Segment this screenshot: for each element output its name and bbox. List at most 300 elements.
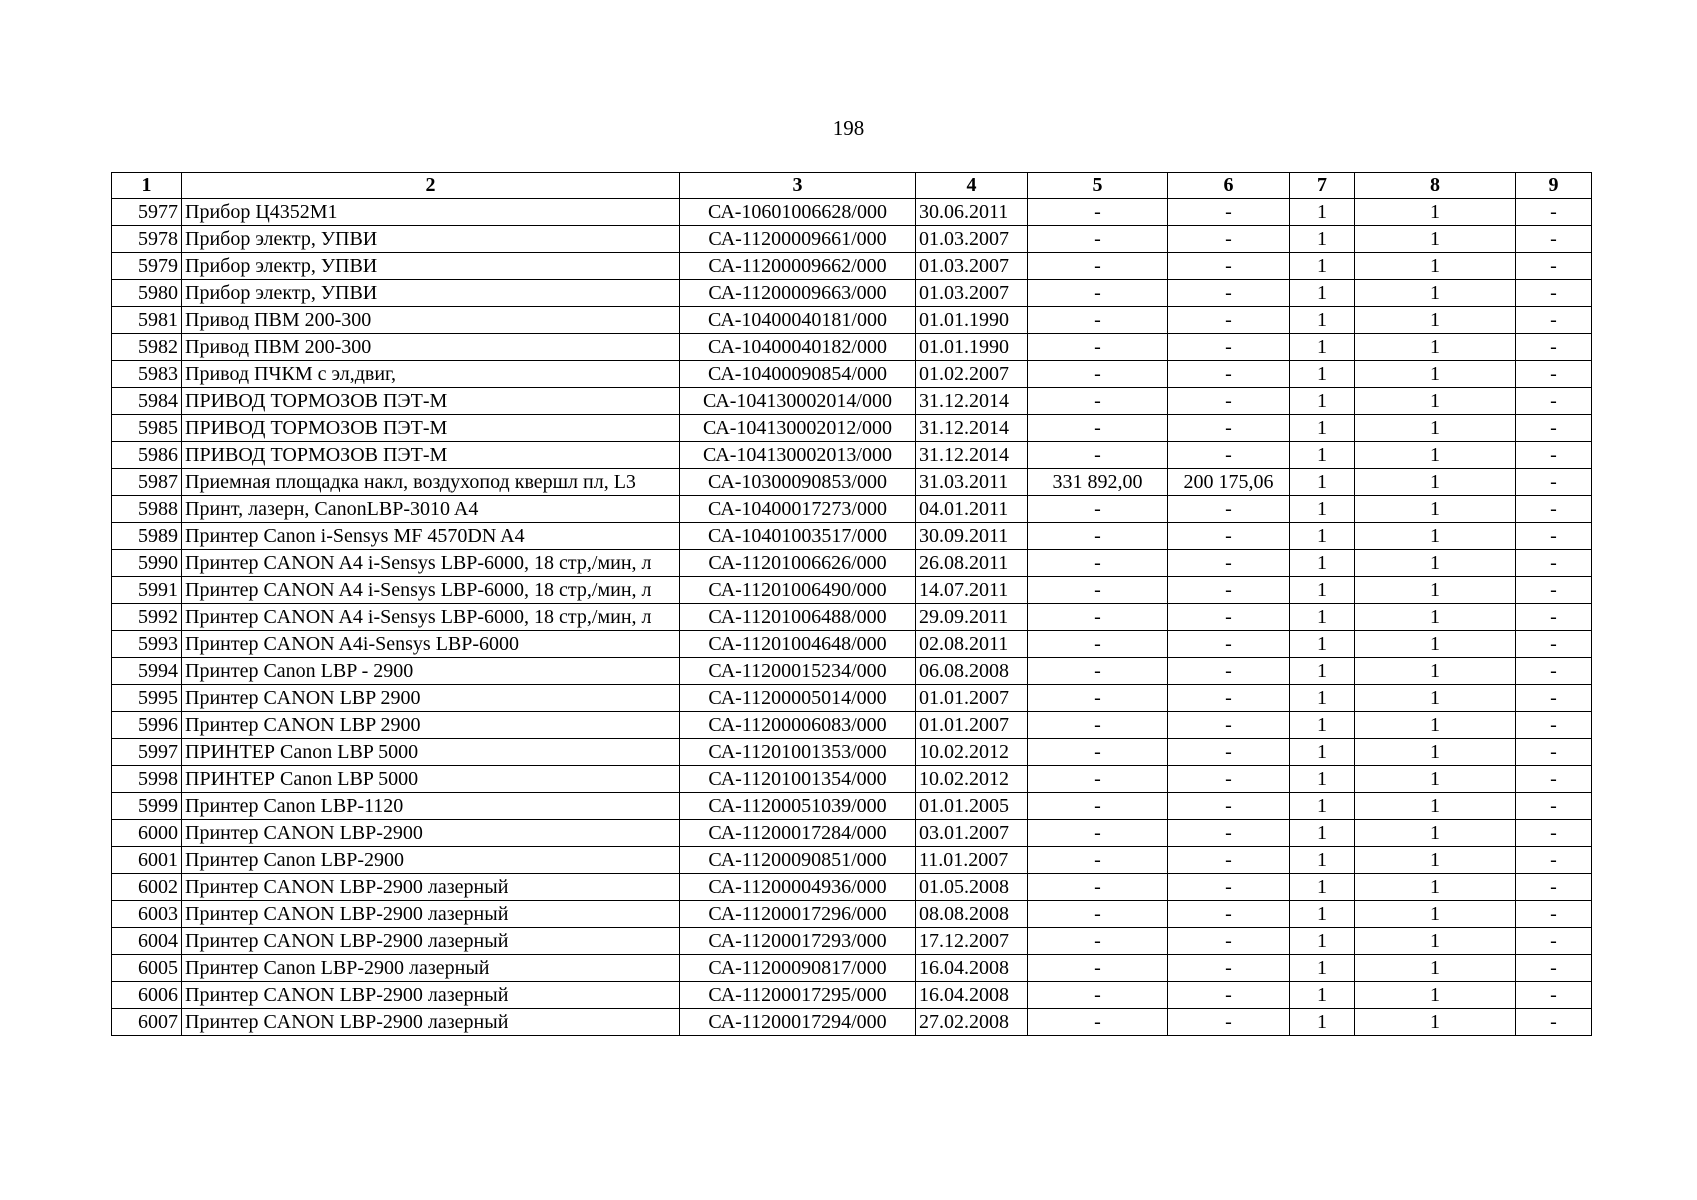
column-header: 1 <box>112 173 182 199</box>
row-number-cell: 5997 <box>112 739 182 766</box>
col7-cell: 1 <box>1290 253 1355 280</box>
col7-cell: 1 <box>1290 334 1355 361</box>
item-name-cell: Прибор электр, УПВИ <box>182 226 680 253</box>
item-name-cell: Принтер CANON LBP-2900 лазерный <box>182 928 680 955</box>
item-name-cell: Принтер CANON LBP-2900 лазерный <box>182 874 680 901</box>
column-header: 9 <box>1516 173 1592 199</box>
col9-cell: - <box>1516 199 1592 226</box>
col6-cell: - <box>1168 388 1290 415</box>
inventory-code-cell: СА-11201001353/000 <box>680 739 916 766</box>
col7-cell: 1 <box>1290 442 1355 469</box>
col6-cell: - <box>1168 496 1290 523</box>
col8-cell: 1 <box>1355 523 1516 550</box>
col5-cell: - <box>1028 577 1168 604</box>
column-header: 2 <box>182 173 680 199</box>
col6-cell: - <box>1168 928 1290 955</box>
col8-cell: 1 <box>1355 442 1516 469</box>
col9-cell: - <box>1516 820 1592 847</box>
item-name-cell: Прибор Ц4352М1 <box>182 199 680 226</box>
col6-cell: - <box>1168 631 1290 658</box>
row-number-cell: 5989 <box>112 523 182 550</box>
table-row <box>112 280 1592 307</box>
col7-cell: 1 <box>1290 766 1355 793</box>
date-cell: 02.08.2011 <box>916 631 1028 658</box>
col9-cell: - <box>1516 739 1592 766</box>
table-row <box>112 388 1592 415</box>
col5-cell: - <box>1028 874 1168 901</box>
item-name-cell: Привод ПЧКМ с эл,двиг, <box>182 361 680 388</box>
row-number-cell: 5995 <box>112 685 182 712</box>
col9-cell: - <box>1516 253 1592 280</box>
col8-cell: 1 <box>1355 469 1516 496</box>
col8-cell: 1 <box>1355 550 1516 577</box>
date-cell: 01.03.2007 <box>916 226 1028 253</box>
item-name-cell: Принтер CANON LBP-2900 лазерный <box>182 1009 680 1036</box>
col9-cell: - <box>1516 658 1592 685</box>
col8-cell: 1 <box>1355 577 1516 604</box>
item-name-cell: Принтер CANON LBP-2900 <box>182 820 680 847</box>
row-number-cell: 6004 <box>112 928 182 955</box>
col8-cell: 1 <box>1355 334 1516 361</box>
col8-cell: 1 <box>1355 361 1516 388</box>
row-number-cell: 5987 <box>112 469 182 496</box>
col8-cell: 1 <box>1355 307 1516 334</box>
table-row <box>112 1009 1592 1036</box>
table-row <box>112 847 1592 874</box>
col9-cell: - <box>1516 874 1592 901</box>
row-number-cell: 6006 <box>112 982 182 1009</box>
col6-cell: - <box>1168 766 1290 793</box>
col6-cell: - <box>1168 820 1290 847</box>
col9-cell: - <box>1516 901 1592 928</box>
table-row <box>112 496 1592 523</box>
item-name-cell: Принтер CANON A4 i-Sensys LBP-6000, 18 стр,/мин, л <box>182 604 680 631</box>
item-name-cell: ПРИНТЕР Canon LBP 5000 <box>182 766 680 793</box>
col6-cell: - <box>1168 199 1290 226</box>
date-cell: 26.08.2011 <box>916 550 1028 577</box>
col9-cell: - <box>1516 307 1592 334</box>
col6-cell: - <box>1168 739 1290 766</box>
col7-cell: 1 <box>1290 388 1355 415</box>
row-number-cell: 5991 <box>112 577 182 604</box>
item-name-cell: Прибор электр, УПВИ <box>182 280 680 307</box>
col8-cell: 1 <box>1355 766 1516 793</box>
col9-cell: - <box>1516 442 1592 469</box>
table-row <box>112 361 1592 388</box>
col6-cell: - <box>1168 901 1290 928</box>
row-number-cell: 6002 <box>112 874 182 901</box>
inventory-code-cell: СА-11200017284/000 <box>680 820 916 847</box>
date-cell: 01.02.2007 <box>916 361 1028 388</box>
inventory-code-cell: СА-11201006488/000 <box>680 604 916 631</box>
col7-cell: 1 <box>1290 550 1355 577</box>
col8-cell: 1 <box>1355 874 1516 901</box>
row-number-cell: 5984 <box>112 388 182 415</box>
table-row <box>112 685 1592 712</box>
inventory-code-cell: СА-11200005014/000 <box>680 685 916 712</box>
item-name-cell: Привод ПВМ 200-300 <box>182 307 680 334</box>
col7-cell: 1 <box>1290 523 1355 550</box>
col8-cell: 1 <box>1355 280 1516 307</box>
table-row <box>112 874 1592 901</box>
col7-cell: 1 <box>1290 577 1355 604</box>
inventory-code-cell: СА-11201006626/000 <box>680 550 916 577</box>
col7-cell: 1 <box>1290 604 1355 631</box>
col7-cell: 1 <box>1290 955 1355 982</box>
table-row <box>112 523 1592 550</box>
col5-cell: - <box>1028 847 1168 874</box>
col7-cell: 1 <box>1290 793 1355 820</box>
date-cell: 01.01.1990 <box>916 307 1028 334</box>
row-number-cell: 6005 <box>112 955 182 982</box>
col9-cell: - <box>1516 361 1592 388</box>
item-name-cell: Принтер Canon i-Sensys MF 4570DN A4 <box>182 523 680 550</box>
col9-cell: - <box>1516 955 1592 982</box>
col9-cell: - <box>1516 388 1592 415</box>
inventory-code-cell: СА-11200009662/000 <box>680 253 916 280</box>
col9-cell: - <box>1516 928 1592 955</box>
table-row <box>112 415 1592 442</box>
item-name-cell: Принтер Canon LBP-1120 <box>182 793 680 820</box>
col5-cell: - <box>1028 955 1168 982</box>
col7-cell: 1 <box>1290 631 1355 658</box>
table-row <box>112 577 1592 604</box>
inventory-code-cell: СА-11201001354/000 <box>680 766 916 793</box>
col8-cell: 1 <box>1355 496 1516 523</box>
col6-cell: - <box>1168 442 1290 469</box>
date-cell: 10.02.2012 <box>916 766 1028 793</box>
inventory-code-cell: СА-11200017294/000 <box>680 1009 916 1036</box>
table-row <box>112 604 1592 631</box>
date-cell: 01.01.2005 <box>916 793 1028 820</box>
date-cell: 06.08.2008 <box>916 658 1028 685</box>
col8-cell: 1 <box>1355 1009 1516 1036</box>
col8-cell: 1 <box>1355 199 1516 226</box>
item-name-cell: Привод ПВМ 200-300 <box>182 334 680 361</box>
col6-cell: - <box>1168 523 1290 550</box>
col5-cell: - <box>1028 928 1168 955</box>
col5-cell: - <box>1028 739 1168 766</box>
col6-cell: - <box>1168 226 1290 253</box>
table-row <box>112 982 1592 1009</box>
col5-cell: - <box>1028 334 1168 361</box>
col9-cell: - <box>1516 982 1592 1009</box>
col8-cell: 1 <box>1355 712 1516 739</box>
col5-cell: - <box>1028 820 1168 847</box>
item-name-cell: Принтер Canon LBP-2900 <box>182 847 680 874</box>
date-cell: 17.12.2007 <box>916 928 1028 955</box>
inventory-code-cell: СА-104130002012/000 <box>680 415 916 442</box>
table-header-row <box>112 173 1592 199</box>
date-cell: 30.09.2011 <box>916 523 1028 550</box>
col7-cell: 1 <box>1290 712 1355 739</box>
col9-cell: - <box>1516 604 1592 631</box>
col5-cell: - <box>1028 793 1168 820</box>
col7-cell: 1 <box>1290 874 1355 901</box>
col5-cell: - <box>1028 631 1168 658</box>
date-cell: 10.02.2012 <box>916 739 1028 766</box>
column-header: 7 <box>1290 173 1355 199</box>
col7-cell: 1 <box>1290 901 1355 928</box>
col6-cell: - <box>1168 982 1290 1009</box>
col6-cell: - <box>1168 253 1290 280</box>
row-number-cell: 6007 <box>112 1009 182 1036</box>
col6-cell: - <box>1168 793 1290 820</box>
table-row <box>112 226 1592 253</box>
col5-cell: - <box>1028 766 1168 793</box>
col9-cell: - <box>1516 685 1592 712</box>
inventory-code-cell: СА-10300090853/000 <box>680 469 916 496</box>
item-name-cell: Принт, лазерн, CanonLBP-3010 A4 <box>182 496 680 523</box>
row-number-cell: 6003 <box>112 901 182 928</box>
col6-cell: - <box>1168 847 1290 874</box>
table-row <box>112 442 1592 469</box>
table-row <box>112 469 1592 496</box>
inventory-code-cell: СА-10400040182/000 <box>680 334 916 361</box>
table-row <box>112 658 1592 685</box>
date-cell: 31.03.2011 <box>916 469 1028 496</box>
row-number-cell: 5985 <box>112 415 182 442</box>
col5-cell: - <box>1028 307 1168 334</box>
inventory-table <box>111 172 1592 1036</box>
col6-cell: - <box>1168 874 1290 901</box>
inventory-code-cell: СА-104130002013/000 <box>680 442 916 469</box>
col6-cell: - <box>1168 550 1290 577</box>
col9-cell: - <box>1516 523 1592 550</box>
col8-cell: 1 <box>1355 658 1516 685</box>
inventory-code-cell: СА-10401003517/000 <box>680 523 916 550</box>
date-cell: 31.12.2014 <box>916 388 1028 415</box>
col5-cell: - <box>1028 442 1168 469</box>
col7-cell: 1 <box>1290 928 1355 955</box>
table-row <box>112 766 1592 793</box>
row-number-cell: 5983 <box>112 361 182 388</box>
col9-cell: - <box>1516 577 1592 604</box>
date-cell: 01.01.2007 <box>916 712 1028 739</box>
row-number-cell: 5982 <box>112 334 182 361</box>
col7-cell: 1 <box>1290 739 1355 766</box>
col9-cell: - <box>1516 550 1592 577</box>
inventory-code-cell: СА-11201004648/000 <box>680 631 916 658</box>
col5-cell: - <box>1028 523 1168 550</box>
date-cell: 11.01.2007 <box>916 847 1028 874</box>
table-row <box>112 739 1592 766</box>
item-name-cell: Принтер CANON A4 i-Sensys LBP-6000, 18 стр,/мин, л <box>182 577 680 604</box>
col6-cell: - <box>1168 685 1290 712</box>
item-name-cell: ПРИВОД ТОРМОЗОВ ПЭТ-М <box>182 415 680 442</box>
inventory-code-cell: СА-11200017293/000 <box>680 928 916 955</box>
col9-cell: - <box>1516 712 1592 739</box>
table-row <box>112 901 1592 928</box>
item-name-cell: Принтер Canon LBP - 2900 <box>182 658 680 685</box>
date-cell: 01.03.2007 <box>916 253 1028 280</box>
date-cell: 30.06.2011 <box>916 199 1028 226</box>
col7-cell: 1 <box>1290 1009 1355 1036</box>
table-row <box>112 199 1592 226</box>
row-number-cell: 5979 <box>112 253 182 280</box>
table-row <box>112 550 1592 577</box>
col5-cell: - <box>1028 550 1168 577</box>
row-number-cell: 5999 <box>112 793 182 820</box>
table-row <box>112 253 1592 280</box>
col5-cell: - <box>1028 604 1168 631</box>
inventory-code-cell: СА-11200051039/000 <box>680 793 916 820</box>
col7-cell: 1 <box>1290 658 1355 685</box>
col9-cell: - <box>1516 415 1592 442</box>
item-name-cell: Принтер CANON A4i-Sensys LBP-6000 <box>182 631 680 658</box>
col5-cell: - <box>1028 280 1168 307</box>
col9-cell: - <box>1516 334 1592 361</box>
item-name-cell: ПРИВОД ТОРМОЗОВ ПЭТ-М <box>182 442 680 469</box>
inventory-code-cell: СА-11200015234/000 <box>680 658 916 685</box>
date-cell: 31.12.2014 <box>916 442 1028 469</box>
col5-cell: - <box>1028 901 1168 928</box>
column-header: 3 <box>680 173 916 199</box>
row-number-cell: 5986 <box>112 442 182 469</box>
item-name-cell: Принтер CANON LBP-2900 лазерный <box>182 901 680 928</box>
col8-cell: 1 <box>1355 604 1516 631</box>
row-number-cell: 5998 <box>112 766 182 793</box>
col5-cell: - <box>1028 253 1168 280</box>
row-number-cell: 5988 <box>112 496 182 523</box>
item-name-cell: ПРИНТЕР Canon LBP 5000 <box>182 739 680 766</box>
col6-cell: - <box>1168 334 1290 361</box>
table-row <box>112 334 1592 361</box>
inventory-code-cell: СА-11200009663/000 <box>680 280 916 307</box>
date-cell: 14.07.2011 <box>916 577 1028 604</box>
table-row <box>112 307 1592 334</box>
col5-cell: - <box>1028 1009 1168 1036</box>
date-cell: 01.01.2007 <box>916 685 1028 712</box>
inventory-code-cell: СА-11201006490/000 <box>680 577 916 604</box>
col7-cell: 1 <box>1290 226 1355 253</box>
column-header: 5 <box>1028 173 1168 199</box>
inventory-code-cell: СА-10400017273/000 <box>680 496 916 523</box>
date-cell: 16.04.2008 <box>916 955 1028 982</box>
col6-cell: - <box>1168 712 1290 739</box>
date-cell: 29.09.2011 <box>916 604 1028 631</box>
row-number-cell: 5992 <box>112 604 182 631</box>
item-name-cell: Принтер Canon LBP-2900 лазерный <box>182 955 680 982</box>
item-name-cell: Принтер CANON LBP 2900 <box>182 712 680 739</box>
row-number-cell: 6001 <box>112 847 182 874</box>
inventory-code-cell: СА-11200090817/000 <box>680 955 916 982</box>
col8-cell: 1 <box>1355 388 1516 415</box>
col8-cell: 1 <box>1355 928 1516 955</box>
inventory-code-cell: СА-11200009661/000 <box>680 226 916 253</box>
inventory-code-cell: СА-10400090854/000 <box>680 361 916 388</box>
row-number-cell: 5977 <box>112 199 182 226</box>
date-cell: 31.12.2014 <box>916 415 1028 442</box>
col9-cell: - <box>1516 280 1592 307</box>
col6-cell: - <box>1168 604 1290 631</box>
table-row <box>112 928 1592 955</box>
col8-cell: 1 <box>1355 820 1516 847</box>
col8-cell: 1 <box>1355 955 1516 982</box>
date-cell: 01.03.2007 <box>916 280 1028 307</box>
col7-cell: 1 <box>1290 982 1355 1009</box>
col7-cell: 1 <box>1290 685 1355 712</box>
col8-cell: 1 <box>1355 739 1516 766</box>
date-cell: 08.08.2008 <box>916 901 1028 928</box>
table-row <box>112 793 1592 820</box>
date-cell: 01.05.2008 <box>916 874 1028 901</box>
inventory-code-cell: СА-104130002014/000 <box>680 388 916 415</box>
col9-cell: - <box>1516 793 1592 820</box>
col5-cell: - <box>1028 361 1168 388</box>
col7-cell: 1 <box>1290 361 1355 388</box>
col8-cell: 1 <box>1355 685 1516 712</box>
col7-cell: 1 <box>1290 199 1355 226</box>
row-number-cell: 5981 <box>112 307 182 334</box>
table-body <box>112 199 1592 1036</box>
col5-cell: - <box>1028 415 1168 442</box>
column-header: 8 <box>1355 173 1516 199</box>
col5-cell: - <box>1028 496 1168 523</box>
col7-cell: 1 <box>1290 496 1355 523</box>
col5-cell: 331 892,00 <box>1028 469 1168 496</box>
col6-cell: - <box>1168 361 1290 388</box>
col9-cell: - <box>1516 469 1592 496</box>
inventory-code-cell: СА-11200017295/000 <box>680 982 916 1009</box>
col8-cell: 1 <box>1355 982 1516 1009</box>
col6-cell: - <box>1168 280 1290 307</box>
inventory-code-cell: СА-11200090851/000 <box>680 847 916 874</box>
col9-cell: - <box>1516 847 1592 874</box>
item-name-cell: Прибор электр, УПВИ <box>182 253 680 280</box>
date-cell: 16.04.2008 <box>916 982 1028 1009</box>
col6-cell: - <box>1168 658 1290 685</box>
col5-cell: - <box>1028 982 1168 1009</box>
col6-cell: - <box>1168 955 1290 982</box>
col8-cell: 1 <box>1355 631 1516 658</box>
col9-cell: - <box>1516 1009 1592 1036</box>
col6-cell: 200 175,06 <box>1168 469 1290 496</box>
col5-cell: - <box>1028 685 1168 712</box>
row-number-cell: 5993 <box>112 631 182 658</box>
date-cell: 03.01.2007 <box>916 820 1028 847</box>
col7-cell: 1 <box>1290 280 1355 307</box>
col8-cell: 1 <box>1355 847 1516 874</box>
col6-cell: - <box>1168 415 1290 442</box>
inventory-code-cell: СА-11200004936/000 <box>680 874 916 901</box>
col9-cell: - <box>1516 766 1592 793</box>
item-name-cell: Принтер CANON LBP-2900 лазерный <box>182 982 680 1009</box>
col6-cell: - <box>1168 307 1290 334</box>
col8-cell: 1 <box>1355 253 1516 280</box>
table-row <box>112 955 1592 982</box>
row-number-cell: 5994 <box>112 658 182 685</box>
item-name-cell: Принтер CANON A4 i-Sensys LBP-6000, 18 стр,/мин, л <box>182 550 680 577</box>
page-number: 198 <box>832 116 865 140</box>
item-name-cell: Принтер CANON LBP 2900 <box>182 685 680 712</box>
col7-cell: 1 <box>1290 415 1355 442</box>
column-header: 4 <box>916 173 1028 199</box>
col8-cell: 1 <box>1355 415 1516 442</box>
col7-cell: 1 <box>1290 820 1355 847</box>
item-name-cell: ПРИВОД ТОРМОЗОВ ПЭТ-М <box>182 388 680 415</box>
col8-cell: 1 <box>1355 901 1516 928</box>
col5-cell: - <box>1028 712 1168 739</box>
col5-cell: - <box>1028 226 1168 253</box>
row-number-cell: 5990 <box>112 550 182 577</box>
col9-cell: - <box>1516 496 1592 523</box>
inventory-code-cell: СА-10400040181/000 <box>680 307 916 334</box>
row-number-cell: 5996 <box>112 712 182 739</box>
col8-cell: 1 <box>1355 793 1516 820</box>
date-cell: 01.01.1990 <box>916 334 1028 361</box>
item-name-cell: Приемная площадка накл, воздухопод квершл пл, L3 <box>182 469 680 496</box>
